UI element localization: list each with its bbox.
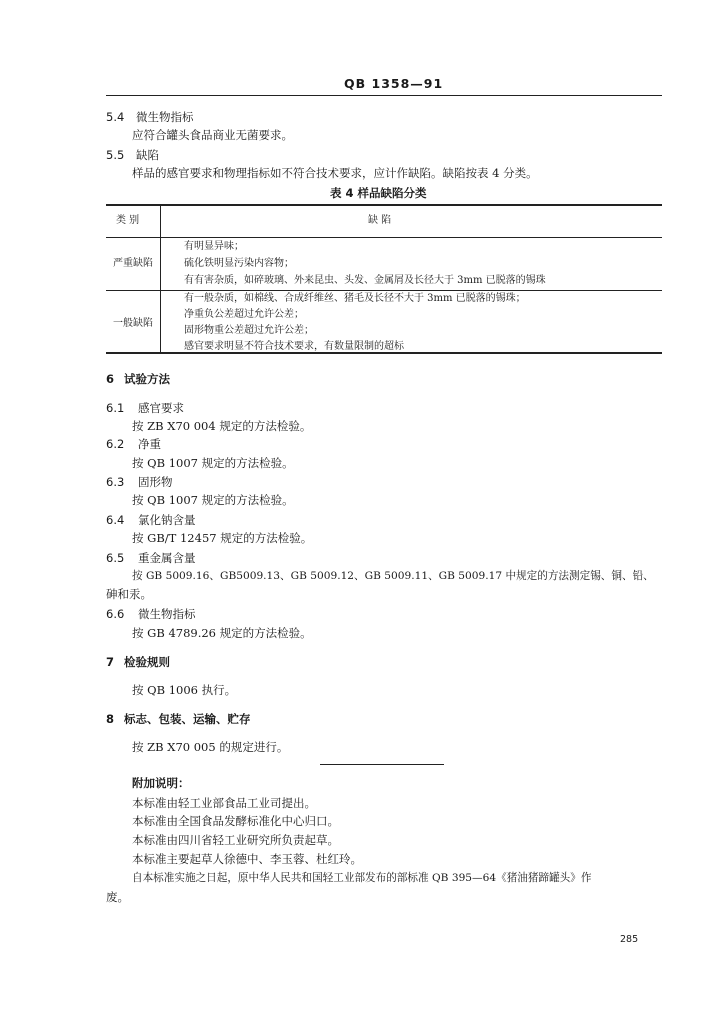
defect-table (106, 204, 662, 354)
table-cell-defect: 有有害杂质，如碎玻璃、外来昆虫、头发、金属屑及长径大于 3mm 已脱落的锡珠 (184, 275, 546, 286)
section-number: 6 (106, 372, 115, 386)
paragraph: 按 ZB X70 004 规定的方法检验。 (132, 419, 312, 433)
paragraph: 应符合罐头食品商业无菌要求。 (132, 128, 293, 142)
notes-title: 附加说明： (132, 776, 190, 790)
paragraph: 样品的感官要求和物理指标如不符合技术要求，应计作缺陷。缺陷按表 4 分类。 (132, 166, 538, 180)
section-number: 6.1 (106, 401, 125, 415)
note-line: 本标准由轻工业部食品工业司提出。 (132, 796, 316, 810)
page-header (106, 76, 662, 96)
table-cell-category: 一般缺陷 (113, 318, 153, 329)
table-cell-defect: 固形物重公差超过允许公差； (184, 325, 314, 336)
table-caption: 表 4 样品缺陷分类 (330, 186, 427, 200)
section-title: 氯化钠含量 (138, 513, 196, 527)
paragraph: 按 GB/T 12457 规定的方法检验。 (132, 531, 313, 545)
table-cell-defect: 净重负公差超过允许公差； (184, 309, 304, 320)
section-title: 重金属含量 (138, 551, 196, 565)
section-title: 感官要求 (138, 401, 184, 415)
note-line: 自本标准实施之日起，原中华人民共和国轻工业部发布的部标准 QB 395—64《猪油猪蹄罐头》作 (132, 872, 592, 884)
note-line: 废。 (106, 890, 129, 904)
table-rule (160, 204, 161, 354)
paragraph: 按 QB 1007 规定的方法检验。 (132, 493, 294, 507)
table-rule (106, 204, 662, 206)
section-divider (320, 764, 444, 765)
paragraph: 砷和汞。 (106, 587, 152, 601)
section-title: 微生物指标 (136, 110, 194, 124)
section-title: 检验规则 (124, 655, 170, 669)
section-number: 6.5 (106, 551, 125, 565)
table-cell-defect: 有一般杂质，如棉线、合成纤维丝、猪毛及长径不大于 3mm 已脱落的锡珠； (184, 293, 526, 304)
section-number: 6.2 (106, 437, 125, 451)
section-title: 净重 (138, 437, 161, 451)
section-title: 固形物 (138, 475, 173, 489)
section-number: 5.5 (106, 148, 125, 162)
standard-code: QB 1358—91 (344, 76, 444, 91)
section-title: 缺陷 (136, 148, 159, 162)
section-number: 8 (106, 712, 115, 726)
table-cell-category: 严重缺陷 (113, 258, 153, 269)
section-title: 试验方法 (124, 372, 170, 386)
section-number: 6.3 (106, 475, 125, 489)
note-line: 本标准由四川省轻工业研究所负责起草。 (132, 833, 339, 847)
table-rule (106, 237, 662, 238)
section-title: 微生物指标 (138, 607, 196, 621)
table-cell-defect: 硫化铁明显污染内容物； (184, 258, 294, 269)
table-header-category: 类 别 (116, 215, 140, 226)
table-cell-defect: 有明显异味； (184, 241, 244, 252)
table-header-defect: 缺 陷 (368, 215, 392, 226)
note-line: 本标准由全国食品发酵标准化中心归口。 (132, 814, 339, 828)
paragraph: 按 GB 5009.16、GB5009.13、GB 5009.12、GB 5009.11、GB 5009.17 中规定的方法测定锡、铜、铅、 (132, 570, 654, 582)
section-number: 7 (106, 655, 115, 669)
section-number: 6.4 (106, 513, 125, 527)
section-title: 标志、包装、运输、贮存 (124, 712, 251, 726)
note-line: 本标准主要起草人徐德中、李玉蓉、杜红玲。 (132, 852, 362, 866)
table-rule (106, 290, 662, 291)
page-number: 285 (620, 934, 639, 945)
section-number: 5.4 (106, 110, 125, 124)
section-number: 6.6 (106, 607, 125, 621)
paragraph: 按 QB 1007 规定的方法检验。 (132, 456, 294, 470)
table-cell-defect: 感官要求明显不符合技术要求，有数量限制的超标 (184, 341, 404, 352)
paragraph: 按 QB 1006 执行。 (132, 683, 237, 697)
paragraph: 按 GB 4789.26 规定的方法检验。 (132, 626, 312, 640)
paragraph: 按 ZB X70 005 的规定进行。 (132, 740, 289, 754)
